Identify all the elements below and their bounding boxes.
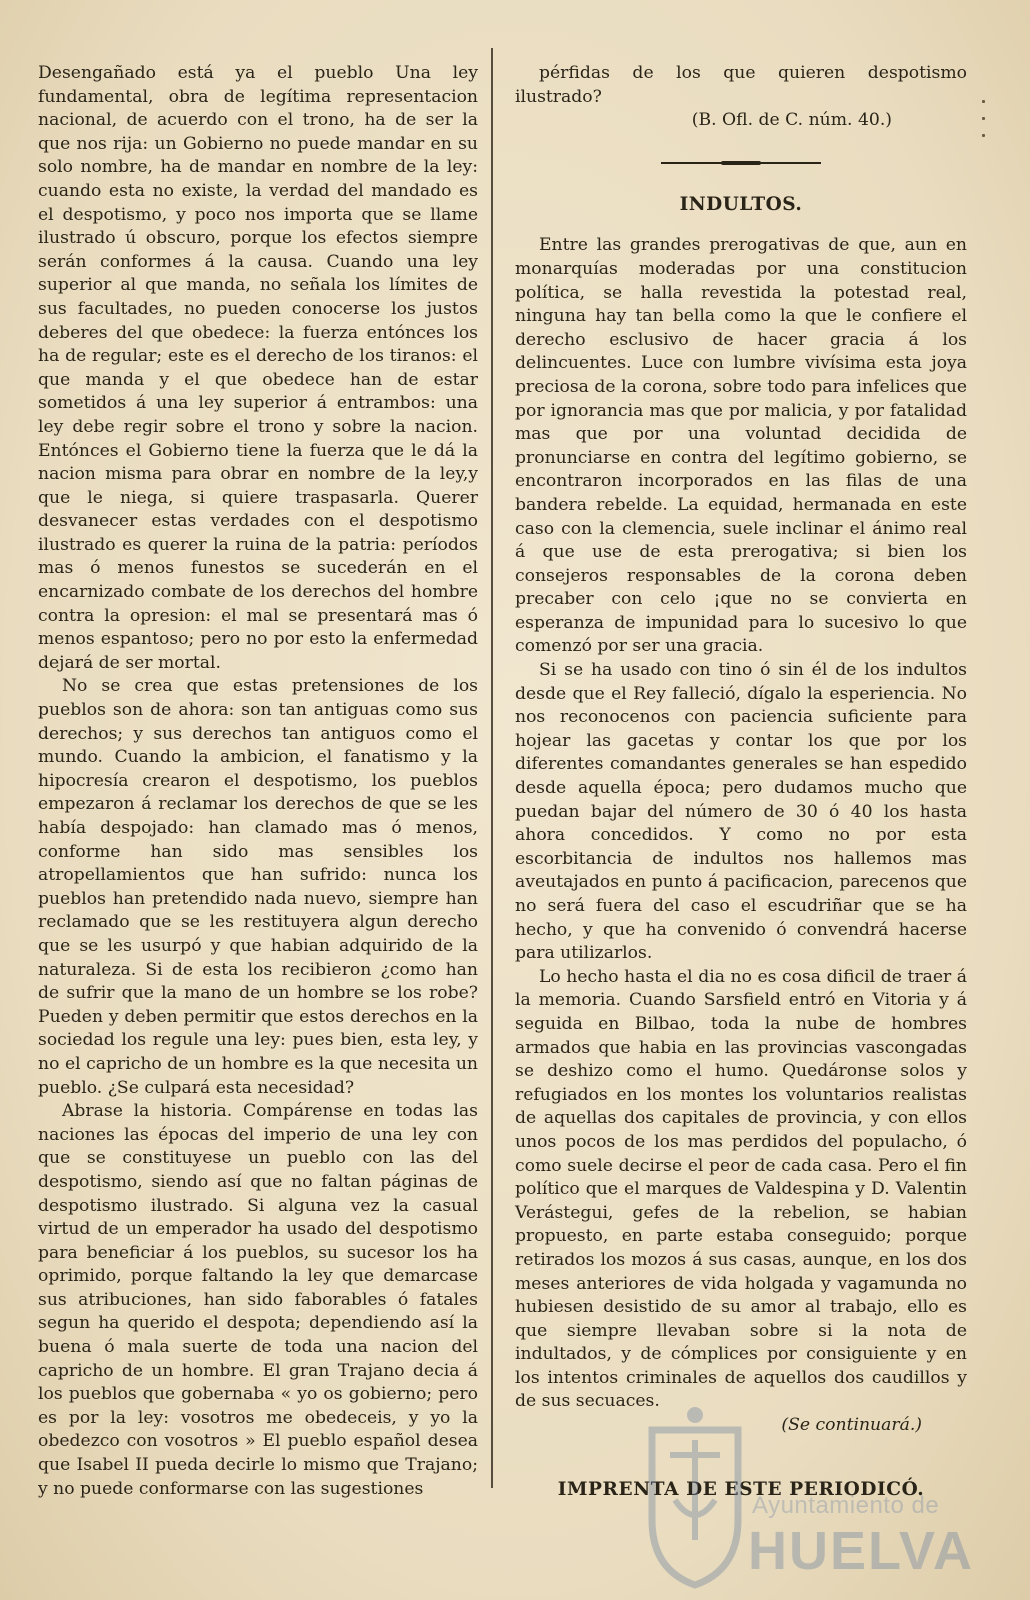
ornamental-rule bbox=[661, 161, 821, 165]
to-be-continued: (Se continuará.) bbox=[781, 1415, 922, 1436]
column-divider bbox=[491, 48, 493, 1488]
source-citation: (B. Ofl. de C. núm. 40.) bbox=[691, 110, 892, 131]
section-title-indultos: INDULTOS. bbox=[679, 193, 803, 215]
watermark-line-2: HUELVA bbox=[748, 1521, 974, 1581]
coat-of-arms-icon bbox=[640, 1400, 750, 1590]
right-column bbox=[515, 62, 967, 1501]
watermark-line-1: Ayuntamiento de bbox=[752, 1492, 940, 1519]
right-paragraph-1: Entre las grandes prerogativas de que, aun en monarquías moderadas por una constitucion política, se halla revestida la potestad real, ninguna hay tan bella como la que le confiere el derecho esclusivo de hacer gracia á los delincuentes. Luce con lumbre vivísima esta joya preciosa de la corona, sobre todo para infelices que por ignorancia mas que por malicia, y por fatalidad mas que por una voluntad decidida de pronunciarse en contra del legítimo gobierno, se encontraron incorporados en las filas de una bandera rebelde. La equidad, hermanada en este caso con la clemencia, suele inclinar el ánimo real á que use de esta prerogativa; si bien los consejeros responsables de la corona deben precaber con celo ¡que no se convierta en esperanza de impunidad para lo sucesivo lo que comenzó por ser una gracia. bbox=[515, 235, 967, 657]
left-paragraph-3: Abrase la historia. Compárense en todas las naciones las épocas del imperio de una ley con que se constituyese un pueblo con las del despotismo, siendo así que no faltan páginas de despotismo ilustrado. Si alguna vez la casual virtud de un emperador ha usado del despotismo para beneficiar á los pueblos, su sucesor los ha oprimido, porque faltando la ley que demarcase sus atribuciones, han sido faborables ó fatales segun ha querido el despota; dependiendo así la buena ó mala suerte de toda una nacion del capricho de un hombre. El gran Trajano decia á los pueblos que gobernaba « yo os gobierno; pero es por la ley: vosotros me obedeceis, y yo la obedezco con vosotros » El pueblo español desea que Isabel II pueda decirle lo mismo que Trajano; y no puede conformarse con las sugestiones bbox=[38, 1101, 478, 1499]
left-column bbox=[38, 62, 478, 1501]
right-paragraph-3: Lo hecho hasta el dia no es cosa dificil de traer á la memoria. Cuando Sarsfield entró en Vitoria y á seguida en Bilbao, toda la nube de hombres armados que habia en las provincias vascongadas se deshizo como el humo. Quedáronse solos y refugiados en los montes los voluntarios realistas de aquellas dos capitales de provincia, y con ellos unos pocos de los mas perdidos del populacho, ó como suele decirse el peor de cada casa. Pero el fin político que el marques de Valdespina y D. Valentin Verástegui, gefes de la rebelion, se habian propuesto, en parte estaba conseguido; porque retirados los mozos á sus casas, aunque, en los dos meses anteriores de vida holgada y vagamunda no hubiesen desistido de su amor al trabajo, ello es que siempre llevaban sobre si la nota de indultados, y de cómplices por consiguiente y en los intentos criminales de aquellos dos caudillos y de sus secuaces. bbox=[515, 966, 967, 1412]
left-paragraph-1: Desengañado está ya el pueblo Una ley fundamental, obra de legítima representacion nacional, de acuerdo con el trono, ha de ser la que nos rija: un Gobierno no puede mandar en su solo nombre, ha de mandar en nombre de la ley: cuando esta no existe, la verdad del mandado es el despotismo, y poco nos importa que se llame ilustrado ú obscuro, porque los efectos siempre serán conformes á la causa. Cuando una ley superior al que manda, no señala los límites de sus facultades, no pueden conocerse los justos deberes del que obedece: la fuerza entónces los ha de regular; este es el derecho de los tiranos: el que manda y el que obedece han de estar sometidos á una ley superior á entrambos: una ley debe regir sobre el trono y sobre la nacion. Entónces el Gobierno tiene la fuerza que le dá la nacion misma para obrar en nombre de la ley,y que le niega, si quiere traspasarla. Querer desvanecer estas verdades con el despotismo ilustrado es querer la ruina de la patria: períodos mas ó menos funestos se sucederán en el encarnizado combate de los derechos del hombre contra la opresion: el mal se presentará mas ó menos espantoso; pero no por esto la enfermedad dejará de ser mortal. bbox=[38, 63, 478, 673]
left-paragraph-2: No se crea que estas pretensiones de los pueblos son de ahora: son tan antiguas como sus derechos; y sus derechos tan antiguos como el mundo. Cuando la ambicion, el fanatismo y la hipocresía crearon el despotismo, los pueblos empezaron á reclamar los derechos de que se les había despojado: han clamado mas ó menos, conforme han sido mas sensibles los atropellamientos que han sufrido: nunca los pueblos han pretendido nada nuevo, siempre han reclamado que se les restituyera algun derecho que se les usurpó y que habian adquirido de la naturaleza. Si de esta los recibieron ¿como han de sufrir que la mano de un hombre se los robe? Pueden y deben permitir que estos derechos en la sociedad los regule una ley: pues bien, esta ley, y no el capricho de un hombre es la que necesita un pueblo. ¿Se culpará esta necesidad? bbox=[38, 676, 478, 1098]
right-paragraph-2: Si se ha usado con tino ó sin él de los indultos desde que el Rey falleció, dígalo la esperiencia. No nos reconocenos con paciencia suficiente para hojear las gacetas y contar los que por los diferentes comandantes generales se han espedido desde aquella época; pero dudamos mucho que puedan bajar del número de 30 ó 40 los hasta ahora concedidos. Y como no por esta escorbitancia de indultos nos hallemos mas aveutajados en punto á pacificacion, parecenos que no será fuera del caso el escudriñar que se ha hecho, y que ha convenido ó convendrá hacerse para utilizarlos. bbox=[515, 660, 967, 964]
archive-watermark bbox=[640, 1400, 974, 1590]
page-edge-marks bbox=[982, 100, 986, 160]
printer-imprint: IMPRENTA DE ESTE PERIODICÓ. bbox=[557, 1478, 925, 1500]
continuation-text: pérfidas de los que quieren despotismo ilustrado? bbox=[515, 63, 967, 107]
